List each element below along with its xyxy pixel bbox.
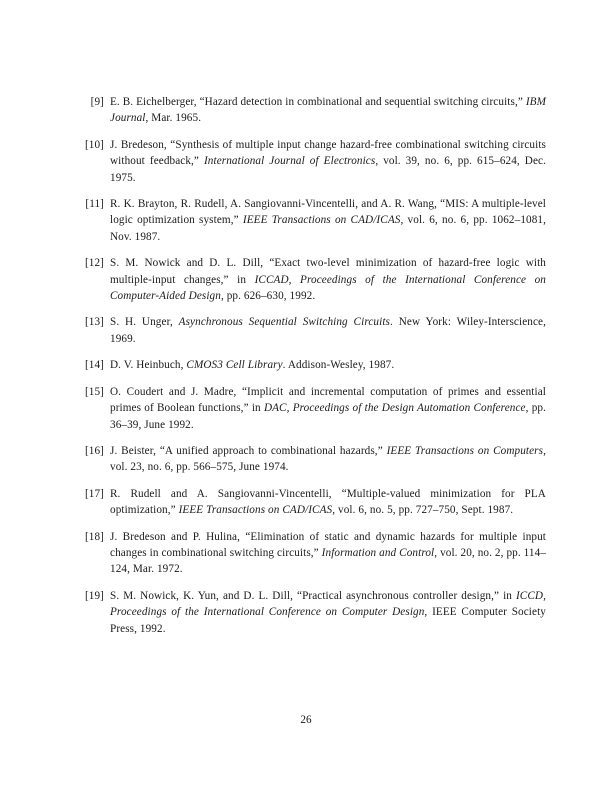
reference-title-segment: Asynchronous Sequential Switching Circuits: [178, 316, 390, 329]
reference-title-segment: IEEE Transactions on CAD/ICAS: [178, 504, 333, 517]
reference-entry: [84, 137, 546, 186]
reference-text-segment: S. M. Nowick and D. L. Dill, “Exact two-level minimization of hazard-free logic with multiple-input changes,” in: [110, 257, 546, 286]
reference-entry: [84, 529, 547, 578]
reference-label: [11]: [85, 198, 104, 211]
reference-text-segment: , pp. 36–39, June 1992.: [110, 402, 547, 431]
page-number: 26: [300, 714, 312, 726]
reference-title-segment: Information and Control: [321, 546, 435, 559]
reference-label: [10]: [84, 138, 104, 151]
reference-label: [15]: [84, 385, 104, 398]
reference-text-segment: S. H. Unger,: [110, 316, 179, 329]
reference-title-segment: CMOS3 Cell Library: [186, 359, 283, 372]
reference-label: [17]: [84, 487, 104, 500]
reference-label: [9]: [90, 96, 104, 108]
reference-entry: [84, 384, 547, 433]
reference-text-segment: , Mar. 1965.: [145, 112, 202, 125]
reference-text-segment: J. Beister, “A unified approach to combinational hazards,”: [110, 444, 387, 457]
reference-label: [14]: [84, 359, 104, 372]
reference-text-segment: , vol. 6, no. 5, pp. 727–750, Sept. 1987.: [332, 504, 514, 517]
reference-text-segment: , vol. 6, no. 6, pp. 1062–1081, Nov. 1987.: [110, 214, 546, 243]
reference-text-segment: , IEEE Computer Society Press, 1992.: [110, 606, 546, 635]
reference-entry: [84, 443, 546, 476]
reference-title-segment: International Journal of Electronics: [203, 155, 376, 168]
reference-text-segment: J. Bredeson and P. Hulina, “Elimination of static and dynamic hazards for multiple input changes in combinational switching circuits,”: [110, 530, 546, 559]
reference-entry: [84, 357, 546, 373]
reference-text-segment: D. V. Heinbuch,: [110, 359, 187, 372]
reference-entry: [85, 196, 546, 245]
reference-title-segment: ICCAD, Proceedings of the International Conference on Computer-Aided Design: [110, 273, 546, 303]
reference-text-segment: . New York: Wiley-Interscience, 1969.: [110, 316, 546, 345]
reference-text-segment: , vol. 23, no. 6, pp. 566–575, June 1974.: [110, 444, 546, 474]
reference-title-segment: ICCD, Proceedings of the International Conference on Computer Design: [110, 589, 546, 619]
reference-entry: [90, 94, 546, 127]
reference-text-segment: O. Coudert and J. Madre, “Implicit and incremental computation of primes and essential primes of Boolean functions,” in: [110, 385, 546, 415]
reference-text-segment: , vol. 39, no. 6, pp. 615–624, Dec. 1975.: [110, 155, 546, 184]
reference-text-segment: , vol. 20, no. 2, pp. 114–124, Mar. 1972.: [110, 546, 547, 576]
reference-title-segment: DAC, Proceedings of the Design Automation Conference: [263, 402, 526, 415]
reference-label: [19]: [84, 589, 104, 602]
reference-text-segment: R. Rudell and A. Sangiovanni-Vincentelli, “Multiple-valued minimization for PLA optimization,”: [110, 487, 546, 517]
reference-text-segment: S. M. Nowick, K. Yun, and D. L. Dill, “Practical asynchronous controller design,” in: [110, 589, 516, 602]
reference-text-segment: E. B. Eichelberger, “Hazard detection in combinational and sequential switching circuits,”: [110, 96, 526, 108]
references-list: [84, 94, 547, 647]
reference-title-segment: IEEE Transactions on CAD/ICAS: [242, 214, 401, 227]
reference-entry: [84, 314, 546, 347]
reference-entry: [84, 588, 546, 637]
reference-label: [13]: [84, 316, 104, 329]
reference-entry: [84, 255, 546, 304]
reference-label: [12]: [84, 257, 104, 270]
reference-text-segment: . Addison-Wesley, 1987.: [282, 359, 395, 372]
reference-entry: [84, 486, 546, 519]
reference-text-segment: , pp. 626–630, 1992.: [220, 290, 316, 303]
reference-text-segment: R. K. Brayton, R. Rudell, A. Sangiovanni-Vincentelli, and A. R. Wang, “MIS: A multiple-level logic optimization system,”: [110, 198, 546, 227]
reference-title-segment: IEEE Transactions on Computers: [386, 444, 544, 457]
reference-label: [18]: [84, 530, 104, 543]
reference-label: [16]: [84, 444, 104, 457]
reference-text-segment: J. Bredeson, “Synthesis of multiple input change hazard-free combinational switching circuits without feedback,”: [110, 138, 546, 168]
reference-title-segment: IBM Journal: [110, 96, 546, 125]
